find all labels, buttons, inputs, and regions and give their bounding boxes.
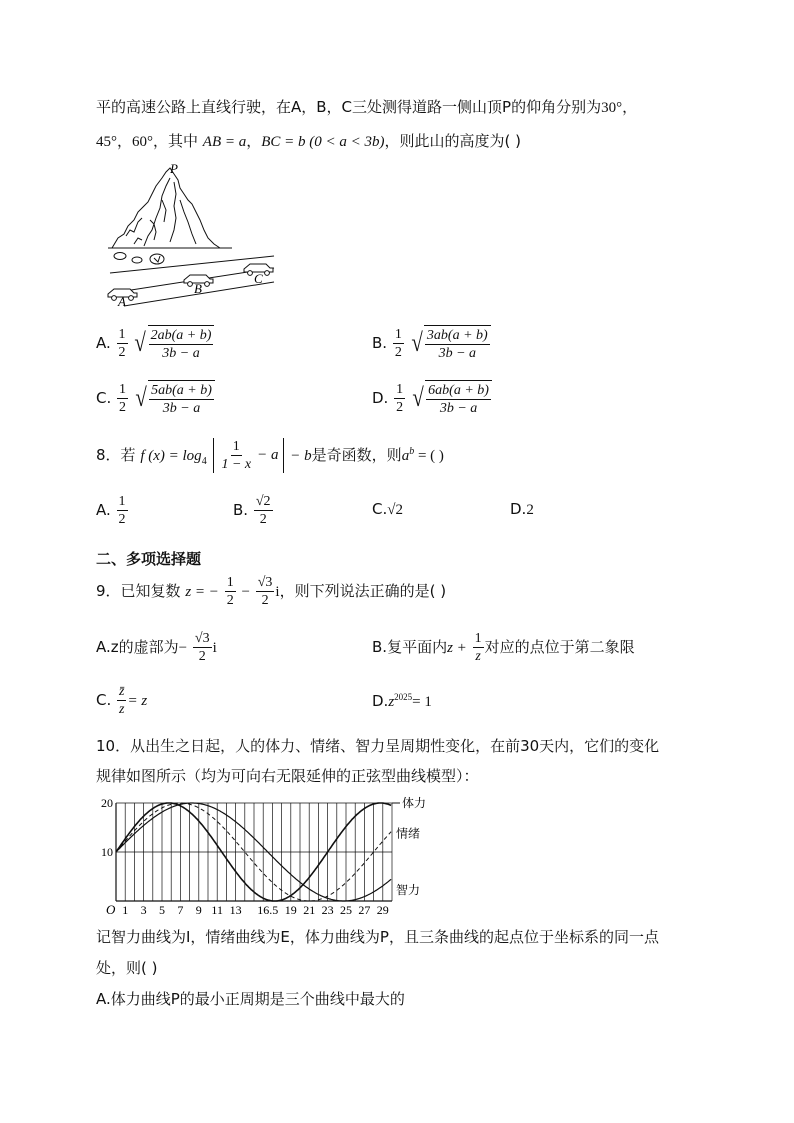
x-tick-label: 1 bbox=[122, 903, 129, 917]
option-label: B. bbox=[372, 334, 388, 352]
q7-cond-bc: BC = b (0 < a < 3b) bbox=[261, 134, 385, 150]
q7-line2 bbox=[96, 131, 521, 152]
sqrt-expression: √ $\frac{2ab(a + b)}{3b - a}$ bbox=[133, 325, 214, 362]
section-title-multiple-choice: 二、多项选择题 bbox=[96, 550, 202, 568]
q7-option-a[interactable] bbox=[96, 325, 214, 362]
half-fraction: $\frac{1}{2}$ bbox=[119, 382, 127, 415]
q8-log-base: 4 bbox=[201, 456, 207, 467]
q10-line3: 记智力曲线为I，情绪曲线为E，体力曲线为P，且三条曲线的起点位于坐标系的同一点 bbox=[96, 928, 659, 946]
x-tick-label: 25 bbox=[340, 903, 352, 917]
x-tick-label: 19 bbox=[284, 903, 297, 917]
origin-label: O bbox=[106, 902, 116, 917]
x-tick-label: 23 bbox=[321, 903, 334, 917]
half-fraction: $\frac{1}{2}$ bbox=[118, 327, 126, 360]
q8-pow-base: a bbox=[401, 448, 410, 464]
q8-option-b[interactable]: B. $\frac{√2}{2}$ bbox=[233, 494, 271, 527]
label-c: C bbox=[254, 271, 263, 286]
q8-minus-b: − b bbox=[290, 448, 312, 464]
q10-line4: 处，则( ) bbox=[96, 959, 158, 977]
label-a: A bbox=[118, 294, 126, 308]
half-fraction: $\frac{1}{2}$ bbox=[396, 382, 404, 415]
q8-option-a[interactable]: A. $\frac{1}{2}$ bbox=[96, 494, 126, 527]
x-tick-label: 21 bbox=[303, 903, 316, 917]
y-tick-label: 10 bbox=[101, 845, 113, 859]
q9-option-b[interactable]: B.复平面内z + $\frac{1}{z}$ 对应的点位于第二象限 bbox=[372, 631, 635, 664]
q7-line2-tail: ，则此山的高度为( ) bbox=[384, 132, 522, 150]
x-tick-label: 13 bbox=[229, 903, 242, 917]
q7-cond-ab: AB = a bbox=[202, 134, 247, 150]
q8-func: f (x) = log bbox=[140, 448, 202, 464]
q9-option-d[interactable]: $D.z^{2025}= 1$ bbox=[372, 692, 432, 710]
y-tick-label: 20 bbox=[101, 796, 113, 810]
q7-sep: ， bbox=[246, 132, 262, 150]
option-label: C. bbox=[96, 389, 112, 407]
x-tick-label: 11 bbox=[211, 903, 223, 917]
mountain-outline bbox=[112, 168, 220, 248]
option-label: A. bbox=[96, 334, 111, 352]
x-tick-label: 27 bbox=[358, 903, 371, 917]
q9-stem: 9．已知复数 z = − $\frac{1}{2}$ − $\frac{√3}{2}$ i，则下列说法正确的是( ) bbox=[96, 575, 447, 608]
x-tick-label: 29 bbox=[376, 903, 389, 917]
q8-mid: 是奇函数，则 bbox=[311, 446, 402, 464]
sqrt-expression: √ $\frac{5ab(a + b)}{3b - a}$ bbox=[134, 380, 215, 417]
q10-line1: 10．从出生之日起，人的体力、情绪、智力呈周期性变化，在前30天内，它们的变化 bbox=[96, 737, 660, 755]
q10-option-a[interactable]: A.体力曲线P的最小正周期是三个曲线中最大的 bbox=[96, 990, 405, 1008]
q8-prefix: 8．若 bbox=[96, 446, 136, 464]
q8-option-d[interactable]: D.2 bbox=[510, 500, 534, 518]
q9-option-c[interactable]: C. $\frac{z̄}{z}$ = z bbox=[96, 684, 148, 717]
biorhythm-chart bbox=[90, 793, 450, 919]
q7-option-c[interactable] bbox=[96, 380, 215, 417]
sqrt-expression: √ $\frac{6ab(a + b)}{3b - a}$ bbox=[411, 380, 492, 417]
q8-stem bbox=[96, 438, 444, 473]
x-tick-label: 7 bbox=[177, 903, 184, 917]
q8-abs-value: $\frac{1}{1 - x}$ − a bbox=[213, 438, 283, 473]
q8-tail: = ( ) bbox=[414, 448, 444, 464]
q8-option-c[interactable]: C.√2 bbox=[372, 500, 403, 518]
x-tick-label: 9 bbox=[195, 903, 202, 917]
option-label: D. bbox=[372, 389, 389, 407]
x-tick-label: 16.5 bbox=[257, 903, 279, 917]
q7-option-b[interactable] bbox=[372, 325, 491, 362]
series-label: 情绪 bbox=[396, 826, 421, 841]
mountain-road-figure bbox=[104, 160, 280, 308]
q7-line1 bbox=[96, 97, 637, 118]
q7-angle1: 30°， bbox=[601, 100, 638, 116]
q10-line2: 规律如图所示（均为可向右无限延伸的正弦型曲线模型）： bbox=[96, 767, 479, 785]
half-fraction: $\frac{1}{2}$ bbox=[394, 327, 402, 360]
q7-angles: 45°，60°，其中 bbox=[96, 134, 198, 150]
x-tick-label: 3 bbox=[140, 903, 147, 917]
q7-option-d[interactable] bbox=[372, 380, 492, 417]
q8-pow-exp: b bbox=[409, 446, 415, 457]
label-b: B bbox=[194, 281, 202, 296]
x-tick-label: 5 bbox=[159, 903, 165, 917]
sqrt-expression: √ $\frac{3ab(a + b)}{3b - a}$ bbox=[410, 325, 491, 362]
series-label: 智力 bbox=[396, 883, 421, 898]
series-label: 体力 bbox=[402, 796, 427, 810]
q7-line1-text: 平的高速公路上直线行驶，在A，B，C三处测得道路一侧山顶P的仰角分别为 bbox=[96, 98, 602, 116]
label-p: P bbox=[170, 161, 178, 176]
q9-option-a[interactable]: A.z的虚部为− $\frac{√3}{2}$ i bbox=[96, 631, 217, 664]
